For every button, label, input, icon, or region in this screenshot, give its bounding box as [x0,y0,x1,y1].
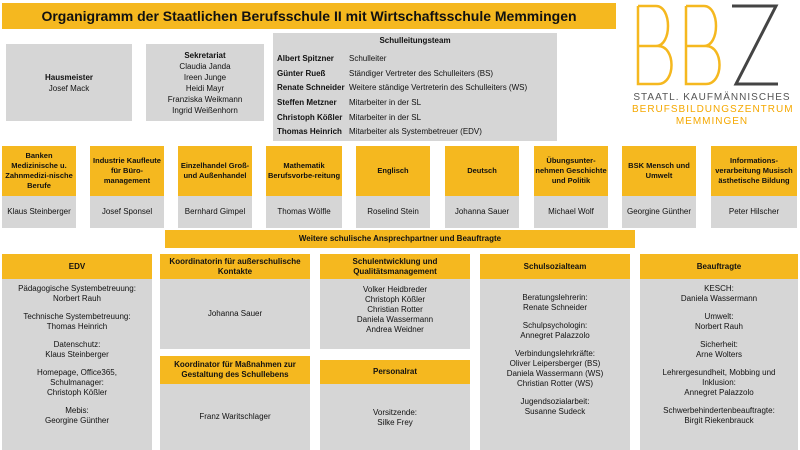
koord-ausser-name: Johanna Sauer [160,279,310,349]
schulsozial-header: Schulsozialteam [480,254,630,279]
department-head: Übungsunter-nehmen Geschichte und Politik [534,146,608,196]
schulentwicklung-name: Daniela Wassermann [356,315,434,324]
department-head: Informations-verarbeitung Musisch ästhetische Bildung [711,146,797,196]
department-head: Englisch [356,146,430,196]
page-title: Organigramm der Staatlichen Berufsschule II mit Wirtschaftsschule Memmingen [2,3,616,29]
sekretariat-name: Ingrid Weißenhorn [172,105,238,115]
department-name: Peter Hilscher [711,196,797,228]
beauftragte-line: KESCH: [704,284,734,293]
schulsozial-line: Beratungslehrerin: [522,293,588,302]
koord-massnahmen-name: Franz Waritschlager [160,384,310,450]
schulsozial-line: Oliver Leipersberger (BS) [509,359,601,368]
edv-line: Georgine Günther [44,416,110,425]
edv-line: Pädagogische Systembetreuung: [18,284,136,293]
department-name: Roselind Stein [356,196,430,228]
weitere-header: Weitere schulische Ansprechpartner und Beauftragte [165,230,635,248]
beauftragte-line: Schwerbehindertenbeauftragte: [663,406,775,415]
department-name: Klaus Steinberger [2,196,76,228]
slt-member: Christoph Kößler Mitarbeiter in der SL [277,113,422,122]
beauftragte-line: Umwelt: [704,312,734,321]
edv-line: Mebis: [65,406,89,415]
beauftragte-line: Sicherheit: [700,340,738,349]
beauftragte-line: Arne Wolters [695,350,743,359]
logo-letters-text: BBZ [632,0,634,1]
slt-member: Renate Schneider Weitere ständige Vertreterin des Schulleiters (WS) [277,83,528,92]
schulentwicklung-header: Schulentwicklung und Qualitätsmanagement [320,254,470,279]
sekretariat-name: Claudia Janda [179,61,231,71]
koord-massnahmen-header: Koordinator für Maßnahmen zur Gestaltung des Schullebens [160,356,310,384]
sekretariat-name: Ireen Junge [183,72,227,82]
sekretariat-name: Franziska Weikmann [167,94,243,104]
department-head: Einzelhandel Groß- und Außenhandel [178,146,252,196]
schulentwicklung-body [320,279,470,349]
schulsozial-line: Christian Rotter (WS) [516,379,593,388]
personalrat-line: Vorsitzende: [372,408,418,417]
schulsozial-line: Annegret Palazzolo [520,331,590,340]
edv-line: Schulmanager: [50,378,104,387]
hausmeister-box [6,44,132,121]
edv-line: Christoph Kößler [46,388,108,397]
schulsozial-line: Susanne Sudeck [524,407,586,416]
department-name: Thomas Wölfle [266,196,342,228]
schulsozial-line: Jugendsozialarbeit: [520,397,590,406]
slt-member: Steffen Metzner Mitarbeiter in der SL [277,98,422,107]
logo-line-3: MEMMINGEN [675,116,749,127]
department-name: Johanna Sauer [445,196,519,228]
beauftragte-line: Inklusion: [702,378,736,387]
personalrat-header: Personalrat [320,360,470,384]
schulleitung-box [273,33,557,141]
slt-member: Thomas Heinrich Mitarbeiter als Systembetreuer (EDV) [277,127,482,136]
edv-line: Thomas Heinrich [46,322,108,331]
department-head: Industrie Kaufleute für Büro-management [90,146,164,196]
department-head: Deutsch [445,146,519,196]
schulleitung-label: Schulleitungsteam [379,36,451,45]
department-name: Georgine Günther [622,196,696,228]
schulsozial-body [480,279,630,450]
department-name: Josef Sponsel [90,196,164,228]
beauftragte-line: Birgit Riekenbrauck [684,416,754,425]
beauftragte-body [640,279,798,450]
logo-line-1: STAATL. KAUFMÄNNISCHES [633,92,791,103]
schulentwicklung-name: Volker Heidbreder [362,285,428,294]
schulsozial-line: Daniela Wassermann (WS) [506,369,604,378]
beauftragte-line: Norbert Rauh [694,322,744,331]
edv-line: Datenschutz: [53,340,101,349]
hausmeister-label: Hausmeister [44,72,94,82]
beauftragte-line: Daniela Wassermann [680,294,758,303]
schulentwicklung-name: Christoph Kößler [364,295,426,304]
edv-line: Technische Systembetreuung: [23,312,131,321]
koord-ausser-header: Koordinatorin für außerschulische Kontakte [160,254,310,279]
department-head: BSK Mensch und Umwelt [622,146,696,196]
department-name: Bernhard Gimpel [178,196,252,228]
beauftragte-line: Annegret Palazzolo [684,388,754,397]
hausmeister-name: Josef Mack [48,83,90,93]
sekretariat-label: Sekretariat [184,50,226,60]
edv-body [2,279,152,450]
schulentwicklung-name: Andrea Weidner [366,325,424,334]
logo-line-2: BERUFSBILDUNGSZENTRUM [632,104,794,115]
slt-member: Albert Spitzner Schulleiter [277,54,387,63]
edv-line: Norbert Rauh [52,294,102,303]
bbz-logo [632,0,782,90]
beauftragte-line: Lehrergesundheit, Mobbing und [662,368,776,377]
schulsozial-line: Renate Schneider [522,303,588,312]
sekretariat-name: Heidi Mayr [185,83,225,93]
schulentwicklung-name: Christian Rotter [367,305,423,314]
schulsozial-line: Schulpsychologin: [522,321,588,330]
slt-member: Günter Rueß Ständiger Vertreter des Schulleiters (BS) [277,69,494,78]
sekretariat-box [146,44,264,121]
personalrat-body [320,384,470,450]
department-name: Michael Wolf [534,196,608,228]
edv-line: Homepage, Office365, [37,368,117,377]
department-head: Mathematik Berufsvorbe-reitung [266,146,342,196]
schulsozial-line: Verbindungslehrkräfte: [514,349,596,358]
personalrat-line: Silke Frey [377,418,413,427]
edv-header: EDV [2,254,152,279]
beauftragte-header: Beauftragte [640,254,798,279]
edv-line: Klaus Steinberger [45,350,109,359]
department-head: Banken Medizinische u. Zahnmedizi-nische Berufe [2,146,76,196]
